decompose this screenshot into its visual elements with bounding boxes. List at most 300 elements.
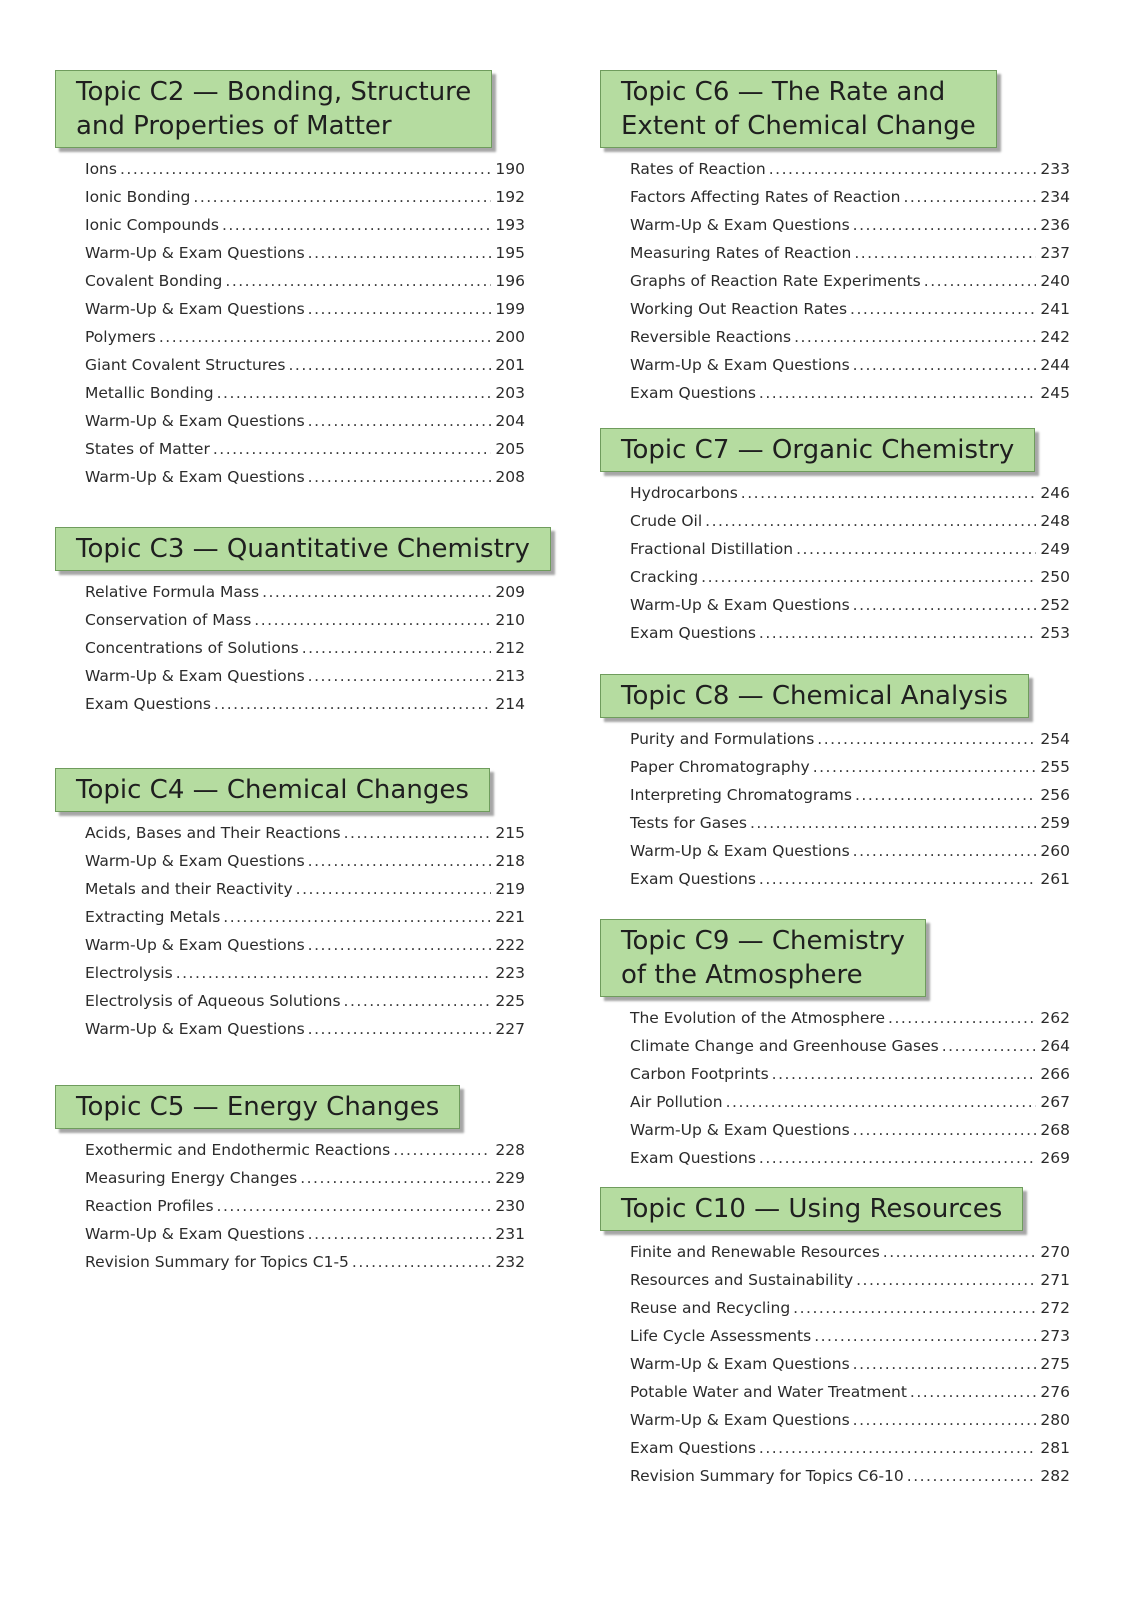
entry-title: Working Out Reaction Rates [630, 300, 848, 318]
contents-entry-warm-up-exam-questions[interactable] [85, 244, 525, 272]
page-number: 256 [1040, 786, 1070, 804]
entry-title: Ionic Bonding [85, 188, 191, 206]
page-number: 250 [1040, 568, 1070, 586]
topic-heading [600, 919, 926, 997]
page-number: 244 [1040, 356, 1070, 374]
topic-heading-line: Topic C4 — Chemical Changes [76, 775, 469, 805]
dot-leader [853, 1411, 1037, 1429]
dot-leader [910, 1383, 1036, 1401]
contents-entry-covalent-bonding[interactable] [85, 272, 525, 300]
dot-leader [308, 852, 492, 870]
page-number: 261 [1040, 870, 1070, 888]
entry-title: Polymers [85, 328, 156, 346]
page-number: 276 [1040, 1383, 1070, 1401]
page-number: 193 [495, 216, 525, 234]
entry-title: Potable Water and Water Treatment [630, 1383, 907, 1401]
entry-title: Warm-Up & Exam Questions [630, 1121, 850, 1139]
topic-heading [600, 70, 997, 148]
dot-leader [308, 468, 492, 486]
page-number: 195 [495, 244, 525, 262]
dot-leader [759, 1439, 1037, 1457]
entry-title: Acids, Bases and Their Reactions [85, 824, 341, 842]
contents-entry-warm-up-exam-questions[interactable] [630, 1355, 1070, 1383]
contents-entry-exam-questions[interactable] [630, 384, 1070, 412]
page-number: 218 [495, 852, 525, 870]
contents-entry-warm-up-exam-questions[interactable] [85, 412, 525, 440]
entry-title: Exam Questions [630, 870, 756, 888]
entry-title: Ions [85, 160, 117, 178]
entry-title: Graphs of Reaction Rate Experiments [630, 272, 921, 290]
entry-title: Exam Questions [630, 1149, 756, 1167]
entry-title: Warm-Up & Exam Questions [630, 356, 850, 374]
page-number: 234 [1040, 188, 1070, 206]
entry-title: Revision Summary for Topics C6-10 [630, 1467, 904, 1485]
entry-title: Warm-Up & Exam Questions [630, 216, 850, 234]
contents-entry-warm-up-exam-questions[interactable] [630, 356, 1070, 384]
topic-heading [55, 768, 490, 812]
page-number: 210 [495, 611, 525, 629]
dot-leader [759, 384, 1037, 402]
page-number: 275 [1040, 1355, 1070, 1373]
page-number: 201 [495, 356, 525, 374]
page-number: 212 [495, 639, 525, 657]
dot-leader [217, 384, 492, 402]
dot-leader [853, 356, 1037, 374]
contents-entry-hydrocarbons[interactable] [630, 484, 1070, 512]
entry-title: Life Cycle Assessments [630, 1327, 812, 1345]
dot-leader [942, 1037, 1037, 1055]
dot-leader [855, 786, 1036, 804]
page-number: 270 [1040, 1243, 1070, 1261]
dot-leader [344, 992, 492, 1010]
page-number: 242 [1040, 328, 1070, 346]
topic-section [600, 674, 1070, 898]
entry-title: Rates of Reaction [630, 160, 766, 178]
contents-entry-purity-and-formulations[interactable] [630, 730, 1070, 758]
page-number: 273 [1040, 1327, 1070, 1345]
dot-leader [308, 1225, 492, 1243]
entry-title: Warm-Up & Exam Questions [85, 936, 305, 954]
page-number: 196 [495, 272, 525, 290]
page-number: 215 [495, 824, 525, 842]
entry-title: Reversible Reactions [630, 328, 792, 346]
topic-heading-line: Topic C7 — Organic Chemistry [621, 435, 1015, 465]
entry-title: Warm-Up & Exam Questions [630, 596, 850, 614]
contents-list [600, 730, 1070, 898]
dot-leader [705, 512, 1036, 530]
page-number: 231 [495, 1225, 525, 1243]
contents-entry-warm-up-exam-questions[interactable] [85, 852, 525, 880]
topic-heading [55, 1085, 460, 1129]
topic-section [600, 428, 1070, 652]
contents-entry-reaction-profiles[interactable] [85, 1197, 525, 1225]
contents-entry-warm-up-exam-questions[interactable] [630, 1411, 1070, 1439]
entry-title: Giant Covalent Structures [85, 356, 286, 374]
entry-title: Hydrocarbons [630, 484, 738, 502]
page-number: 209 [495, 583, 525, 601]
contents-entry-warm-up-exam-questions[interactable] [630, 1121, 1070, 1149]
dot-leader [254, 611, 491, 629]
page-number: 271 [1040, 1271, 1070, 1289]
entry-title: Exam Questions [630, 1439, 756, 1457]
page-number: 228 [495, 1141, 525, 1159]
contents-entry-climate-change-and-greenhouse-gases[interactable] [630, 1037, 1070, 1065]
contents-entry-rates-of-reaction[interactable] [630, 160, 1070, 188]
page-number: 190 [495, 160, 525, 178]
topic-heading-line: Extent of Chemical Change [621, 111, 976, 141]
contents-entry-life-cycle-assessments[interactable] [630, 1327, 1070, 1355]
topic-section [55, 1085, 525, 1281]
page-number: 232 [495, 1253, 525, 1271]
entry-title: Warm-Up & Exam Questions [85, 667, 305, 685]
entry-title: States of Matter [85, 440, 210, 458]
contents-entry-warm-up-exam-questions[interactable] [85, 300, 525, 328]
contents-entry-warm-up-exam-questions[interactable] [85, 1225, 525, 1253]
dot-leader [907, 1467, 1037, 1485]
topic-heading-line: of the Atmosphere [621, 960, 863, 990]
entry-title: Metallic Bonding [85, 384, 214, 402]
contents-entry-cracking[interactable] [630, 568, 1070, 596]
entry-title: Conservation of Mass [85, 611, 252, 629]
topic-section [600, 919, 1070, 1177]
dot-leader [308, 1020, 492, 1038]
dot-leader [759, 870, 1037, 888]
entry-title: Crude Oil [630, 512, 703, 530]
contents-entry-the-evolution-of-the-atmosphere[interactable] [630, 1009, 1070, 1037]
entry-title: Exam Questions [85, 695, 211, 713]
topic-heading-line: Topic C2 — Bonding, Structure [76, 77, 472, 107]
dot-leader [853, 1355, 1037, 1373]
dot-leader [772, 1065, 1037, 1083]
contents-entry-conservation-of-mass[interactable] [85, 611, 525, 639]
contents-entry-ionic-compounds[interactable] [85, 216, 525, 244]
entry-title: Interpreting Chromatograms [630, 786, 852, 804]
contents-entry-working-out-reaction-rates[interactable] [630, 300, 1070, 328]
page-number: 249 [1040, 540, 1070, 558]
page-number: 282 [1040, 1467, 1070, 1485]
entry-title: Warm-Up & Exam Questions [85, 412, 305, 430]
page-number: 260 [1040, 842, 1070, 860]
dot-leader [308, 667, 492, 685]
contents-entry-exam-questions[interactable] [630, 1149, 1070, 1177]
topic-heading [600, 674, 1029, 718]
page-number: 272 [1040, 1299, 1070, 1317]
dot-leader [302, 639, 492, 657]
contents-entry-graphs-of-reaction-rate-experiments[interactable] [630, 272, 1070, 300]
page-number: 241 [1040, 300, 1070, 318]
contents-entry-tests-for-gases[interactable] [630, 814, 1070, 842]
contents-entry-ionic-bonding[interactable] [85, 188, 525, 216]
dot-leader [308, 300, 492, 318]
topic-heading-line: Topic C6 — The Rate and [621, 77, 946, 107]
dot-leader [794, 328, 1036, 346]
page-number: 200 [495, 328, 525, 346]
dot-leader [813, 758, 1037, 776]
page-number: 205 [495, 440, 525, 458]
contents-entry-warm-up-exam-questions[interactable] [85, 1020, 525, 1048]
dot-leader [223, 908, 491, 926]
contents-entry-paper-chromatography[interactable] [630, 758, 1070, 786]
contents-entry-exam-questions[interactable] [630, 870, 1070, 898]
contents-entry-metallic-bonding[interactable] [85, 384, 525, 412]
page-number: 252 [1040, 596, 1070, 614]
contents-entry-interpreting-chromatograms[interactable] [630, 786, 1070, 814]
contents-entry-acids-bases-and-their-reactions[interactable] [85, 824, 525, 852]
dot-leader [308, 936, 492, 954]
dot-leader [262, 583, 491, 601]
dot-leader [159, 328, 492, 346]
page-number: 223 [495, 964, 525, 982]
page-number: 230 [495, 1197, 525, 1215]
contents-entry-crude-oil[interactable] [630, 512, 1070, 540]
dot-leader [741, 484, 1037, 502]
dot-leader [213, 440, 492, 458]
contents-entry-extracting-metals[interactable] [85, 908, 525, 936]
dot-leader [814, 1327, 1036, 1345]
dot-leader [853, 216, 1037, 234]
contents-entry-concentrations-of-solutions[interactable] [85, 639, 525, 667]
contents-list [55, 824, 525, 1048]
dot-leader [308, 412, 492, 430]
dot-leader [850, 300, 1036, 318]
contents-entry-revision-summary-for-topics-c6-10[interactable] [630, 1467, 1070, 1495]
dot-leader [344, 824, 492, 842]
contents-list [600, 1009, 1070, 1177]
page-number: 213 [495, 667, 525, 685]
page-number: 255 [1040, 758, 1070, 776]
contents-entry-warm-up-exam-questions[interactable] [85, 936, 525, 964]
topic-section [600, 70, 1070, 412]
entry-title: Warm-Up & Exam Questions [85, 244, 305, 262]
contents-entry-exam-questions[interactable] [630, 624, 1070, 652]
contents-entry-warm-up-exam-questions[interactable] [630, 596, 1070, 624]
entry-title: Air Pollution [630, 1093, 723, 1111]
dot-leader [288, 356, 491, 374]
entry-title: Warm-Up & Exam Questions [85, 300, 305, 318]
dot-leader [701, 568, 1036, 586]
entry-title: Exam Questions [630, 624, 756, 642]
page-number: 233 [1040, 160, 1070, 178]
entry-title: Resources and Sustainability [630, 1271, 854, 1289]
contents-entry-fractional-distillation[interactable] [630, 540, 1070, 568]
dot-leader [308, 244, 492, 262]
entry-title: Concentrations of Solutions [85, 639, 299, 657]
entry-title: Tests for Gases [630, 814, 747, 832]
dot-leader [853, 842, 1037, 860]
contents-entry-metals-and-their-reactivity[interactable] [85, 880, 525, 908]
entry-title: Extracting Metals [85, 908, 221, 926]
dot-leader [176, 964, 492, 982]
entry-title: Purity and Formulations [630, 730, 815, 748]
topic-heading [600, 1187, 1023, 1231]
contents-list [55, 1141, 525, 1281]
page-number: 253 [1040, 624, 1070, 642]
dot-leader [300, 1169, 491, 1187]
dot-leader [393, 1141, 491, 1159]
contents-entry-carbon-footprints[interactable] [630, 1065, 1070, 1093]
page-number: 281 [1040, 1439, 1070, 1457]
entry-title: Relative Formula Mass [85, 583, 260, 601]
page-number: 203 [495, 384, 525, 402]
contents-entry-measuring-rates-of-reaction[interactable] [630, 244, 1070, 272]
contents-entry-ions[interactable] [85, 160, 525, 188]
page-number: 248 [1040, 512, 1070, 530]
topic-heading-line: Topic C5 — Energy Changes [76, 1092, 440, 1122]
dot-leader [222, 216, 491, 234]
dot-leader [904, 188, 1037, 206]
entry-title: Warm-Up & Exam Questions [85, 852, 305, 870]
dot-leader [856, 1271, 1036, 1289]
topic-heading [55, 527, 551, 571]
dot-leader [214, 695, 492, 713]
topic-section [600, 1187, 1070, 1495]
contents-entry-finite-and-renewable-resources[interactable] [630, 1243, 1070, 1271]
entry-title: Measuring Energy Changes [85, 1169, 298, 1187]
topic-heading [600, 428, 1035, 472]
topic-heading-line: Topic C10 — Using Resources [621, 1194, 1003, 1224]
page-number: 236 [1040, 216, 1070, 234]
topic-section [55, 768, 525, 1048]
dot-leader [769, 160, 1037, 178]
contents-entry-exam-questions[interactable] [85, 695, 525, 723]
page-number: 208 [495, 468, 525, 486]
entry-title: Warm-Up & Exam Questions [630, 842, 850, 860]
contents-entry-potable-water-and-water-treatment[interactable] [630, 1383, 1070, 1411]
dot-leader [726, 1093, 1037, 1111]
contents-entry-factors-affecting-rates-of-reaction[interactable] [630, 188, 1070, 216]
page-number: 266 [1040, 1065, 1070, 1083]
contents-list [55, 583, 525, 723]
dot-leader [225, 272, 491, 290]
entry-title: Warm-Up & Exam Questions [85, 1020, 305, 1038]
contents-entry-air-pollution[interactable] [630, 1093, 1070, 1121]
page-number: 204 [495, 412, 525, 430]
page-number: 254 [1040, 730, 1070, 748]
page-number: 245 [1040, 384, 1070, 402]
contents-list [600, 1243, 1070, 1495]
contents-entry-reversible-reactions[interactable] [630, 328, 1070, 356]
dot-leader [120, 160, 491, 178]
page-number: 229 [495, 1169, 525, 1187]
contents-entry-exam-questions[interactable] [630, 1439, 1070, 1467]
contents-entry-giant-covalent-structures[interactable] [85, 356, 525, 384]
dot-leader [853, 1121, 1037, 1139]
dot-leader [854, 244, 1036, 262]
dot-leader [193, 188, 491, 206]
topic-section [55, 527, 530, 723]
entry-title: Measuring Rates of Reaction [630, 244, 852, 262]
contents-entry-relative-formula-mass[interactable] [85, 583, 525, 611]
entry-title: Covalent Bonding [85, 272, 223, 290]
entry-title: Exam Questions [630, 384, 756, 402]
entry-title: Ionic Compounds [85, 216, 219, 234]
entry-title: Exothermic and Endothermic Reactions [85, 1141, 391, 1159]
entry-title: Warm-Up & Exam Questions [85, 1225, 305, 1243]
page-number: 222 [495, 936, 525, 954]
dot-leader [793, 1299, 1036, 1317]
entry-title: Fractional Distillation [630, 540, 794, 558]
page-number: 269 [1040, 1149, 1070, 1167]
dot-leader [759, 624, 1037, 642]
entry-title: Metals and their Reactivity [85, 880, 293, 898]
page-number: 240 [1040, 272, 1070, 290]
dot-leader [817, 730, 1036, 748]
entry-title: Warm-Up & Exam Questions [630, 1411, 850, 1429]
page-number: 264 [1040, 1037, 1070, 1055]
contents-entry-reuse-and-recycling[interactable] [630, 1299, 1070, 1327]
entry-title: The Evolution of the Atmosphere [630, 1009, 886, 1027]
contents-entry-exothermic-and-endothermic-reactions[interactable] [85, 1141, 525, 1169]
entry-title: Electrolysis of Aqueous Solutions [85, 992, 341, 1010]
dot-leader [853, 596, 1037, 614]
entry-title: Revision Summary for Topics C1-5 [85, 1253, 349, 1271]
page-number: 267 [1040, 1093, 1070, 1111]
dot-leader [352, 1253, 492, 1271]
contents-entry-warm-up-exam-questions[interactable] [85, 468, 525, 496]
page-number: 227 [495, 1020, 525, 1038]
page-number: 268 [1040, 1121, 1070, 1139]
contents-entry-resources-and-sustainability[interactable] [630, 1271, 1070, 1299]
dot-leader [924, 272, 1037, 290]
entry-title: Factors Affecting Rates of Reaction [630, 188, 901, 206]
topic-heading-line: Topic C3 — Quantitative Chemistry [76, 534, 530, 564]
contents-list [55, 160, 525, 496]
contents-entry-electrolysis-of-aqueous-solutions[interactable] [85, 992, 525, 1020]
topic-heading-line: Topic C8 — Chemical Analysis [621, 681, 1008, 711]
page-number: 219 [495, 880, 525, 898]
contents-entry-polymers[interactable] [85, 328, 525, 356]
page-number: 262 [1040, 1009, 1070, 1027]
dot-leader [883, 1243, 1037, 1261]
dot-leader [888, 1009, 1036, 1027]
page-number: 214 [495, 695, 525, 713]
entry-title: Finite and Renewable Resources [630, 1243, 880, 1261]
entry-title: Paper Chromatography [630, 758, 810, 776]
entry-title: Climate Change and Greenhouse Gases [630, 1037, 939, 1055]
topic-heading-line: and Properties of Matter [76, 111, 392, 141]
page-number: 225 [495, 992, 525, 1010]
contents-list [600, 160, 1070, 412]
entry-title: Warm-Up & Exam Questions [85, 468, 305, 486]
dot-leader [296, 880, 492, 898]
contents-entry-warm-up-exam-questions[interactable] [85, 667, 525, 695]
page-number: 199 [495, 300, 525, 318]
page-number: 192 [495, 188, 525, 206]
contents-entry-warm-up-exam-questions[interactable] [630, 216, 1070, 244]
dot-leader [750, 814, 1036, 832]
contents-entry-measuring-energy-changes[interactable] [85, 1169, 525, 1197]
dot-leader [759, 1149, 1037, 1167]
entry-title: Warm-Up & Exam Questions [630, 1355, 850, 1373]
entry-title: Cracking [630, 568, 699, 586]
topic-heading [55, 70, 492, 148]
contents-entry-warm-up-exam-questions[interactable] [630, 842, 1070, 870]
contents-entry-states-of-matter[interactable] [85, 440, 525, 468]
entry-title: Electrolysis [85, 964, 173, 982]
page-number: 237 [1040, 244, 1070, 262]
entry-title: Reaction Profiles [85, 1197, 214, 1215]
page-number: 280 [1040, 1411, 1070, 1429]
topic-heading-line: Topic C9 — Chemistry [621, 926, 905, 956]
entry-title: Carbon Footprints [630, 1065, 769, 1083]
contents-entry-revision-summary-for-topics-c1-5[interactable] [85, 1253, 525, 1281]
entry-title: Reuse and Recycling [630, 1299, 791, 1317]
page-number: 221 [495, 908, 525, 926]
contents-list [600, 484, 1070, 652]
page-number: 259 [1040, 814, 1070, 832]
contents-entry-electrolysis[interactable] [85, 964, 525, 992]
topic-section [55, 70, 525, 496]
